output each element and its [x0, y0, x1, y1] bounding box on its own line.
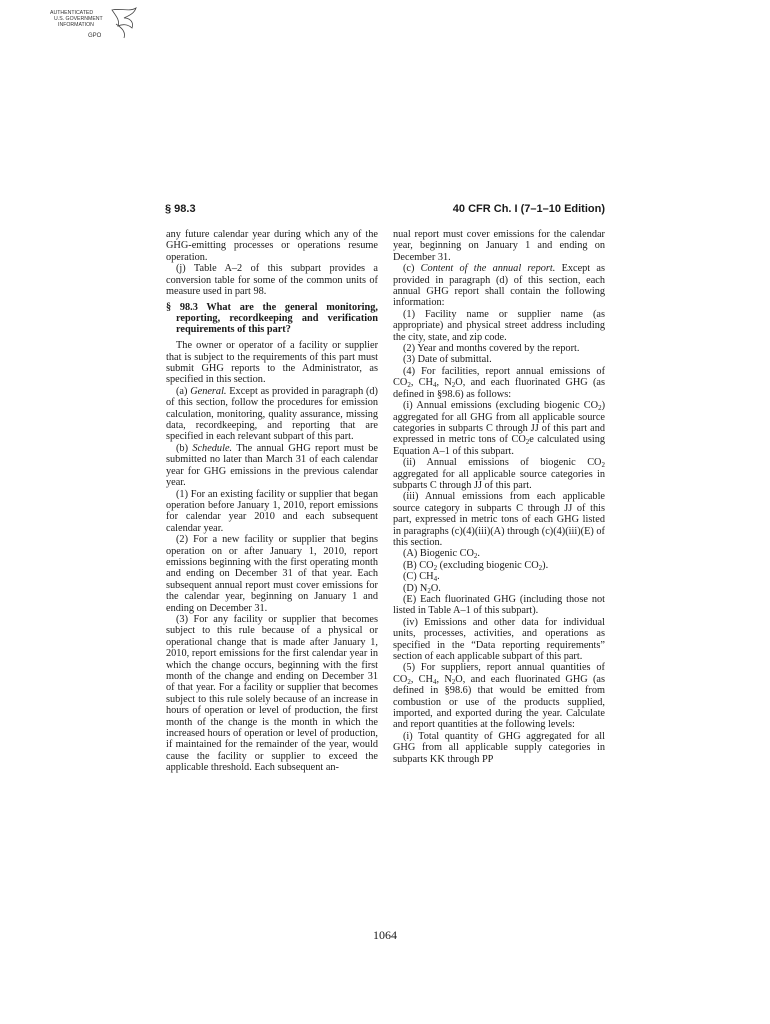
- left-column: [166, 229, 378, 774]
- subscript: 2: [407, 381, 411, 390]
- paragraph: (j) Table A–2 of this subpart provides a conversion table for some of the common units of measure used in part 98.: [166, 263, 378, 298]
- paragraph: (2) For a new facility or supplier that begins operation on or after January 1, 2010, report emissions beginning with the first operating month and ending on December 31 of that year. Each subsequent annual report must cover emissions for the calendar year, beginning on January 1 and ending on December 31.: [166, 534, 378, 614]
- paragraph: (3) For any facility or supplier that becomes subject to this rule because of a physical or operational change that is made after January 1, 2010, report emissions for the first calendar year in which the change occurs, beginning with the first month of the change and ending on December 31 of that year. For a facility or supplier that becomes subject to this rule solely because of an increase in hours of operation or level of production, the first month of the change is the month in which the increased hours of operation or level of production, if maintained for the remainder of the year, would cause the facility or supplier to exceed the applicable threshold. Each subsequent an-: [166, 613, 378, 774]
- text-run: (excluding biogenic CO: [437, 559, 539, 571]
- paragraph: (1) For an existing facility or supplier that began operation before January 1, 2010, report emissions for calendar year 2010 and each subsequent calendar year.: [166, 488, 378, 534]
- text-run: ).: [542, 559, 549, 571]
- subscript: 4: [432, 677, 437, 686]
- paragraph: [166, 386, 378, 443]
- subscript: 2: [601, 461, 605, 470]
- paragraph-heading: Schedule.: [192, 442, 233, 454]
- paragraph-label: (b): [176, 442, 193, 454]
- paragraph: (i) Total quantity of GHG aggregated for all GHG from all applicable supply categories in subparts KK through PP: [393, 730, 605, 765]
- paragraph: (iv) Emissions and other data for individual units, processes, activities, and operations as specified in the “Data reporting requirements” section of each applicable subpart of this part.: [393, 616, 605, 663]
- subscript: 2: [433, 563, 438, 572]
- logo-mark: GPO: [88, 33, 102, 39]
- text-run: (C) CH: [403, 571, 434, 583]
- paragraph: [393, 548, 605, 559]
- subscript: 2: [473, 552, 478, 561]
- paragraph: The owner or operator of a facility or supplier that is subject to the requirements of this part must submit GHG reports to the Administrator, as specified in this section.: [166, 340, 378, 386]
- text-run: , CH: [410, 377, 433, 389]
- text-run: (4) For facilities, report annual emissions of CO: [393, 365, 605, 389]
- paragraph: (2) Year and months covered by the report.: [403, 343, 580, 355]
- paragraph: [393, 583, 605, 594]
- paragraph: [166, 443, 378, 489]
- text-run: , CH: [410, 673, 433, 685]
- paragraph-label: (a): [176, 385, 191, 397]
- paragraph: (3) Date of submittal.: [403, 354, 492, 366]
- text-run: (A) Biogenic CO: [403, 548, 474, 560]
- header-edition: 40 CFR Ch. I (7–1–10 Edition): [452, 203, 605, 215]
- paragraph: (E) Each fluorinated GHG (including those not listed in Table A–1 of this subpart).: [393, 594, 605, 617]
- text-run: (5) For suppliers, report annual quantities of CO: [393, 662, 605, 685]
- subscript: 2: [598, 404, 602, 413]
- paragraph: [393, 457, 605, 491]
- subscript: 2: [427, 586, 431, 595]
- paragraph: (iii) Annual emissions from each applicable source category in subparts C through JJ of this part, expressed in metric tons of each GHG listed in paragraphs (c)(4)(iii)(A) through (c)(4)(iii)(E) of this section.: [393, 491, 605, 548]
- paragraph: [393, 560, 605, 571]
- right-column: [393, 229, 605, 765]
- running-header: [165, 203, 605, 219]
- text-run: aggregated for all applicable source categories in subparts C through JJ of this part.: [393, 468, 605, 491]
- subscript: 2: [451, 381, 456, 390]
- text-run: ) aggregated for all GHG from all applicable source categories in subparts C through JJ of this part and expressed in metric tons of CO: [393, 400, 605, 446]
- paragraph-text: Except as provided in paragraph (d) of this section, follow the procedures for emission calculation, monitoring, quality assurance, missing data, recordkeeping, and reporting that are specified in each relevant subpart of this part.: [166, 385, 378, 443]
- text-run: , N: [436, 673, 452, 685]
- text-run: O.: [430, 582, 441, 594]
- paragraph: [393, 366, 605, 400]
- section-heading: § 98.3 What are the general monitoring, reporting, recordkeeping and verification requirements of this part?: [166, 302, 378, 335]
- paragraph: [393, 571, 605, 582]
- paragraph: [393, 662, 605, 730]
- subscript: 2: [525, 438, 530, 447]
- subscript: 4: [432, 381, 437, 390]
- text-run: , N: [436, 377, 452, 389]
- paragraph-text: The annual GHG report must be submitted no later than March 31 of each calendar year for GHG emissions in the previous calendar year.: [166, 442, 378, 489]
- paragraph: any future calendar year during which any of the GHG-emitting processes or operations resume operation.: [166, 229, 378, 263]
- logo-line-3: INFORMATION: [58, 22, 94, 28]
- text-run: .: [437, 571, 440, 583]
- text-run: .: [477, 548, 480, 560]
- text-run: (B) CO: [403, 559, 434, 571]
- subscript: 2: [451, 677, 456, 686]
- text-run: e calculated using Equation A–1 of this subpart.: [393, 434, 606, 457]
- paragraph: [393, 263, 605, 309]
- paragraph-heading: General.: [190, 385, 227, 397]
- subscript: 2: [407, 677, 411, 686]
- gpo-eagle-icon: [50, 6, 142, 42]
- gpo-authentication-seal: [50, 6, 142, 42]
- paragraph: [393, 400, 605, 457]
- paragraph: nual report must cover emissions for the calendar year, beginning on January 1 and ending on December 31.: [393, 229, 605, 263]
- header-section: § 98.3: [165, 203, 196, 215]
- paragraph-heading: Content of the annual report.: [420, 263, 556, 275]
- page-number: 1064: [373, 928, 397, 942]
- paragraph-text: Except as provided in paragraph (d) of this section, each annual GHG report shall contain the following information:: [393, 263, 605, 309]
- subscript: 2: [538, 563, 543, 572]
- paragraph: (1) Facility name or supplier name (as appropriate) and physical street address including the city, state, and zip code.: [393, 308, 605, 343]
- text-run: (ii) Annual emissions of biogenic CO: [403, 457, 602, 469]
- subscript: 4: [433, 575, 438, 584]
- text-run: O, and each fluorinated GHG (as defined in §98.6) as follows:: [393, 377, 605, 400]
- logo-line-1: AUTHENTICATED: [50, 10, 94, 16]
- paragraph-label: (c): [403, 263, 421, 275]
- text-run: O, and each fluorinated GHG (as defined in §98.6) that would be emitted from combustion or use of the products supplied, imported, and exported during the year. Calculate and report quantities at the following levels:: [393, 673, 605, 731]
- text-run: (D) N: [403, 582, 428, 594]
- logo-line-2: U.S. GOVERNMENT: [54, 16, 103, 22]
- text-run: (i) Annual emissions (excluding biogenic CO: [403, 400, 599, 412]
